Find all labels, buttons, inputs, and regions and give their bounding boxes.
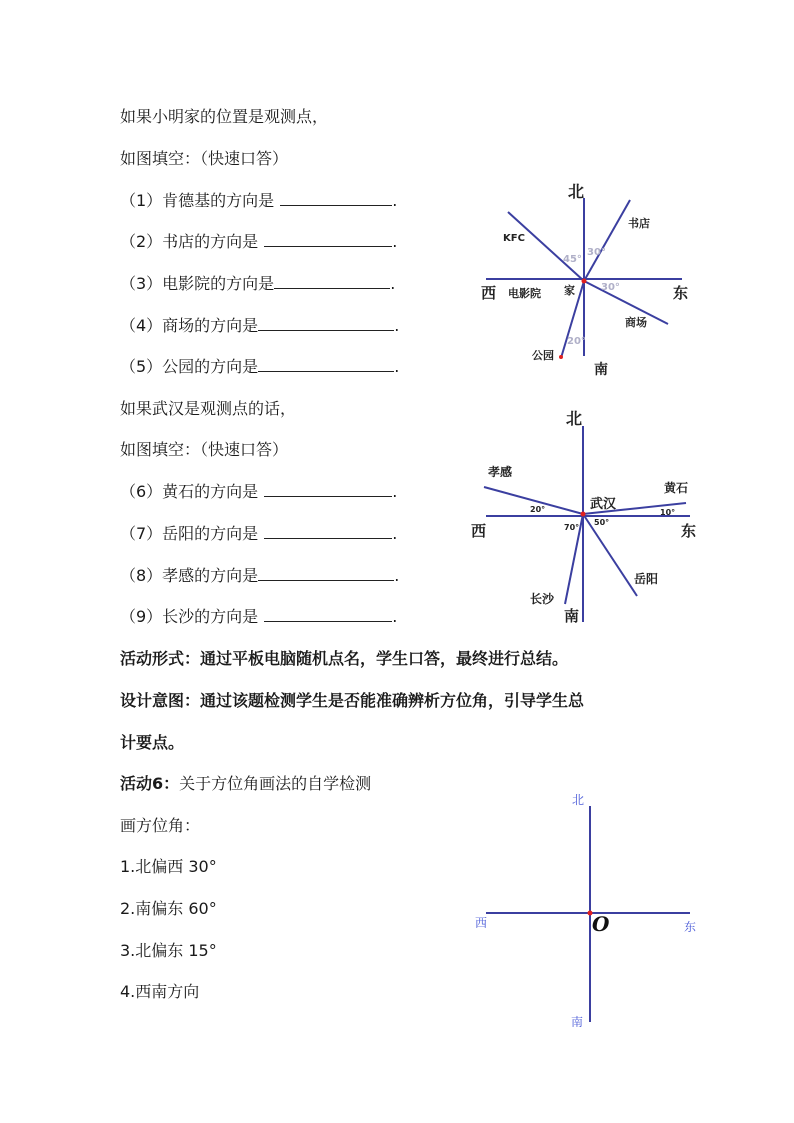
east-label-3: 东 [684, 920, 697, 934]
angle-huangshi-label: 10° [660, 508, 676, 517]
question-6: （6）黄石的方向是 . [120, 482, 398, 501]
south-label-3: 南 [571, 1015, 584, 1029]
bookstore-label: 书店 [628, 217, 650, 230]
question-9: （9）长沙的方向是 . [120, 607, 398, 626]
draw-title: 画方位角： [120, 816, 201, 835]
question-1: （1）肯德基的方向是 . [120, 191, 398, 210]
mall-label: 商场 [625, 316, 647, 329]
huangshi-label: 黄石 [664, 481, 689, 495]
angle-xiaogan-label: 20° [530, 505, 546, 514]
question-8-label: （8）孝感的方向是 [120, 566, 259, 585]
question-4: （4）商场的方向是 . [120, 316, 400, 335]
east-label: 东 [673, 284, 689, 302]
section1-instruction: 如图填空：（快速口答） [120, 149, 289, 168]
west-label-3: 西 [475, 916, 488, 930]
xiaogan-label: 孝感 [488, 465, 513, 479]
section1-intro: 如果小明家的位置是观测点， [120, 107, 329, 126]
south-label: 南 [594, 362, 608, 378]
design-intent-label: 设计意图： [120, 691, 201, 710]
draw-item-3: 3.北偏东 15° [120, 941, 217, 960]
question-2-label: （2）书店的方向是 [120, 232, 259, 251]
question-2: （2）书店的方向是 . [120, 232, 398, 251]
west-label-2: 西 [471, 522, 487, 540]
north-label: 北 [568, 182, 585, 201]
draw-item-4: 4.西南方向 [120, 982, 200, 1001]
question-5-label: （5）公园的方向是 [120, 357, 259, 376]
park-label: 公园 [532, 349, 554, 362]
section2-instruction: 如图填空：（快速口答） [120, 440, 289, 459]
south-label-2: 南 [564, 607, 580, 625]
question-3-label: （3）电影院的方向是 [120, 274, 275, 293]
question-7: （7）岳阳的方向是 . [120, 524, 398, 543]
draw-item-2: 2.南偏东 60° [120, 899, 217, 918]
home-label: 家 [564, 284, 575, 297]
question-9-label: （9）长沙的方向是 [120, 607, 259, 626]
origin-label: O [592, 912, 610, 936]
angle-kfc-label: 45° [563, 254, 582, 265]
changsha-label: 长沙 [530, 592, 555, 606]
angle-park-label: 20° [567, 336, 586, 347]
question-7-label: （7）岳阳的方向是 [120, 524, 259, 543]
yueyang-label: 岳阳 [634, 572, 659, 586]
kfc-label: KFC [503, 233, 525, 244]
question-8: （8）孝感的方向是 . [120, 566, 400, 585]
angle-bookstore-label: 30° [587, 247, 606, 258]
question-1-label: （1）肯德基的方向是 [120, 191, 275, 210]
question-4-label: （4）商场的方向是 [120, 316, 259, 335]
activity6-label: 活动6： [120, 774, 180, 793]
west-label: 西 [481, 284, 497, 302]
section2-intro: 如果武汉是观测点的话， [120, 399, 297, 418]
angle-changsha-label: 70° [564, 523, 580, 532]
angle-yueyang-label: 50° [594, 518, 610, 527]
cinema-label: 电影院 [508, 287, 541, 300]
north-label-2: 北 [566, 409, 583, 428]
activity6-text: 关于方位角画法的自学检测 [179, 774, 372, 793]
draw-item-1: 1.北偏西 30° [120, 857, 217, 876]
activity-form-label: 活动形式： [120, 649, 201, 668]
design-intent-line2: 计要点。 [120, 733, 185, 752]
design-intent-line1: 通过该题检测学生是否能准确辨析方位角，引导学生总 [200, 691, 585, 710]
question-3: （3）电影院的方向是 . [120, 274, 396, 293]
wuhan-label: 武汉 [590, 497, 617, 512]
activity-form-text: 通过平板电脑随机点名，学生口答，最终进行总结。 [200, 649, 569, 668]
question-6-label: （6）黄石的方向是 [120, 482, 259, 501]
north-label-3: 北 [572, 793, 585, 807]
question-5: （5）公园的方向是 . [120, 357, 400, 376]
angle-mall-label: 30° [601, 282, 620, 293]
east-label-2: 东 [681, 522, 697, 540]
